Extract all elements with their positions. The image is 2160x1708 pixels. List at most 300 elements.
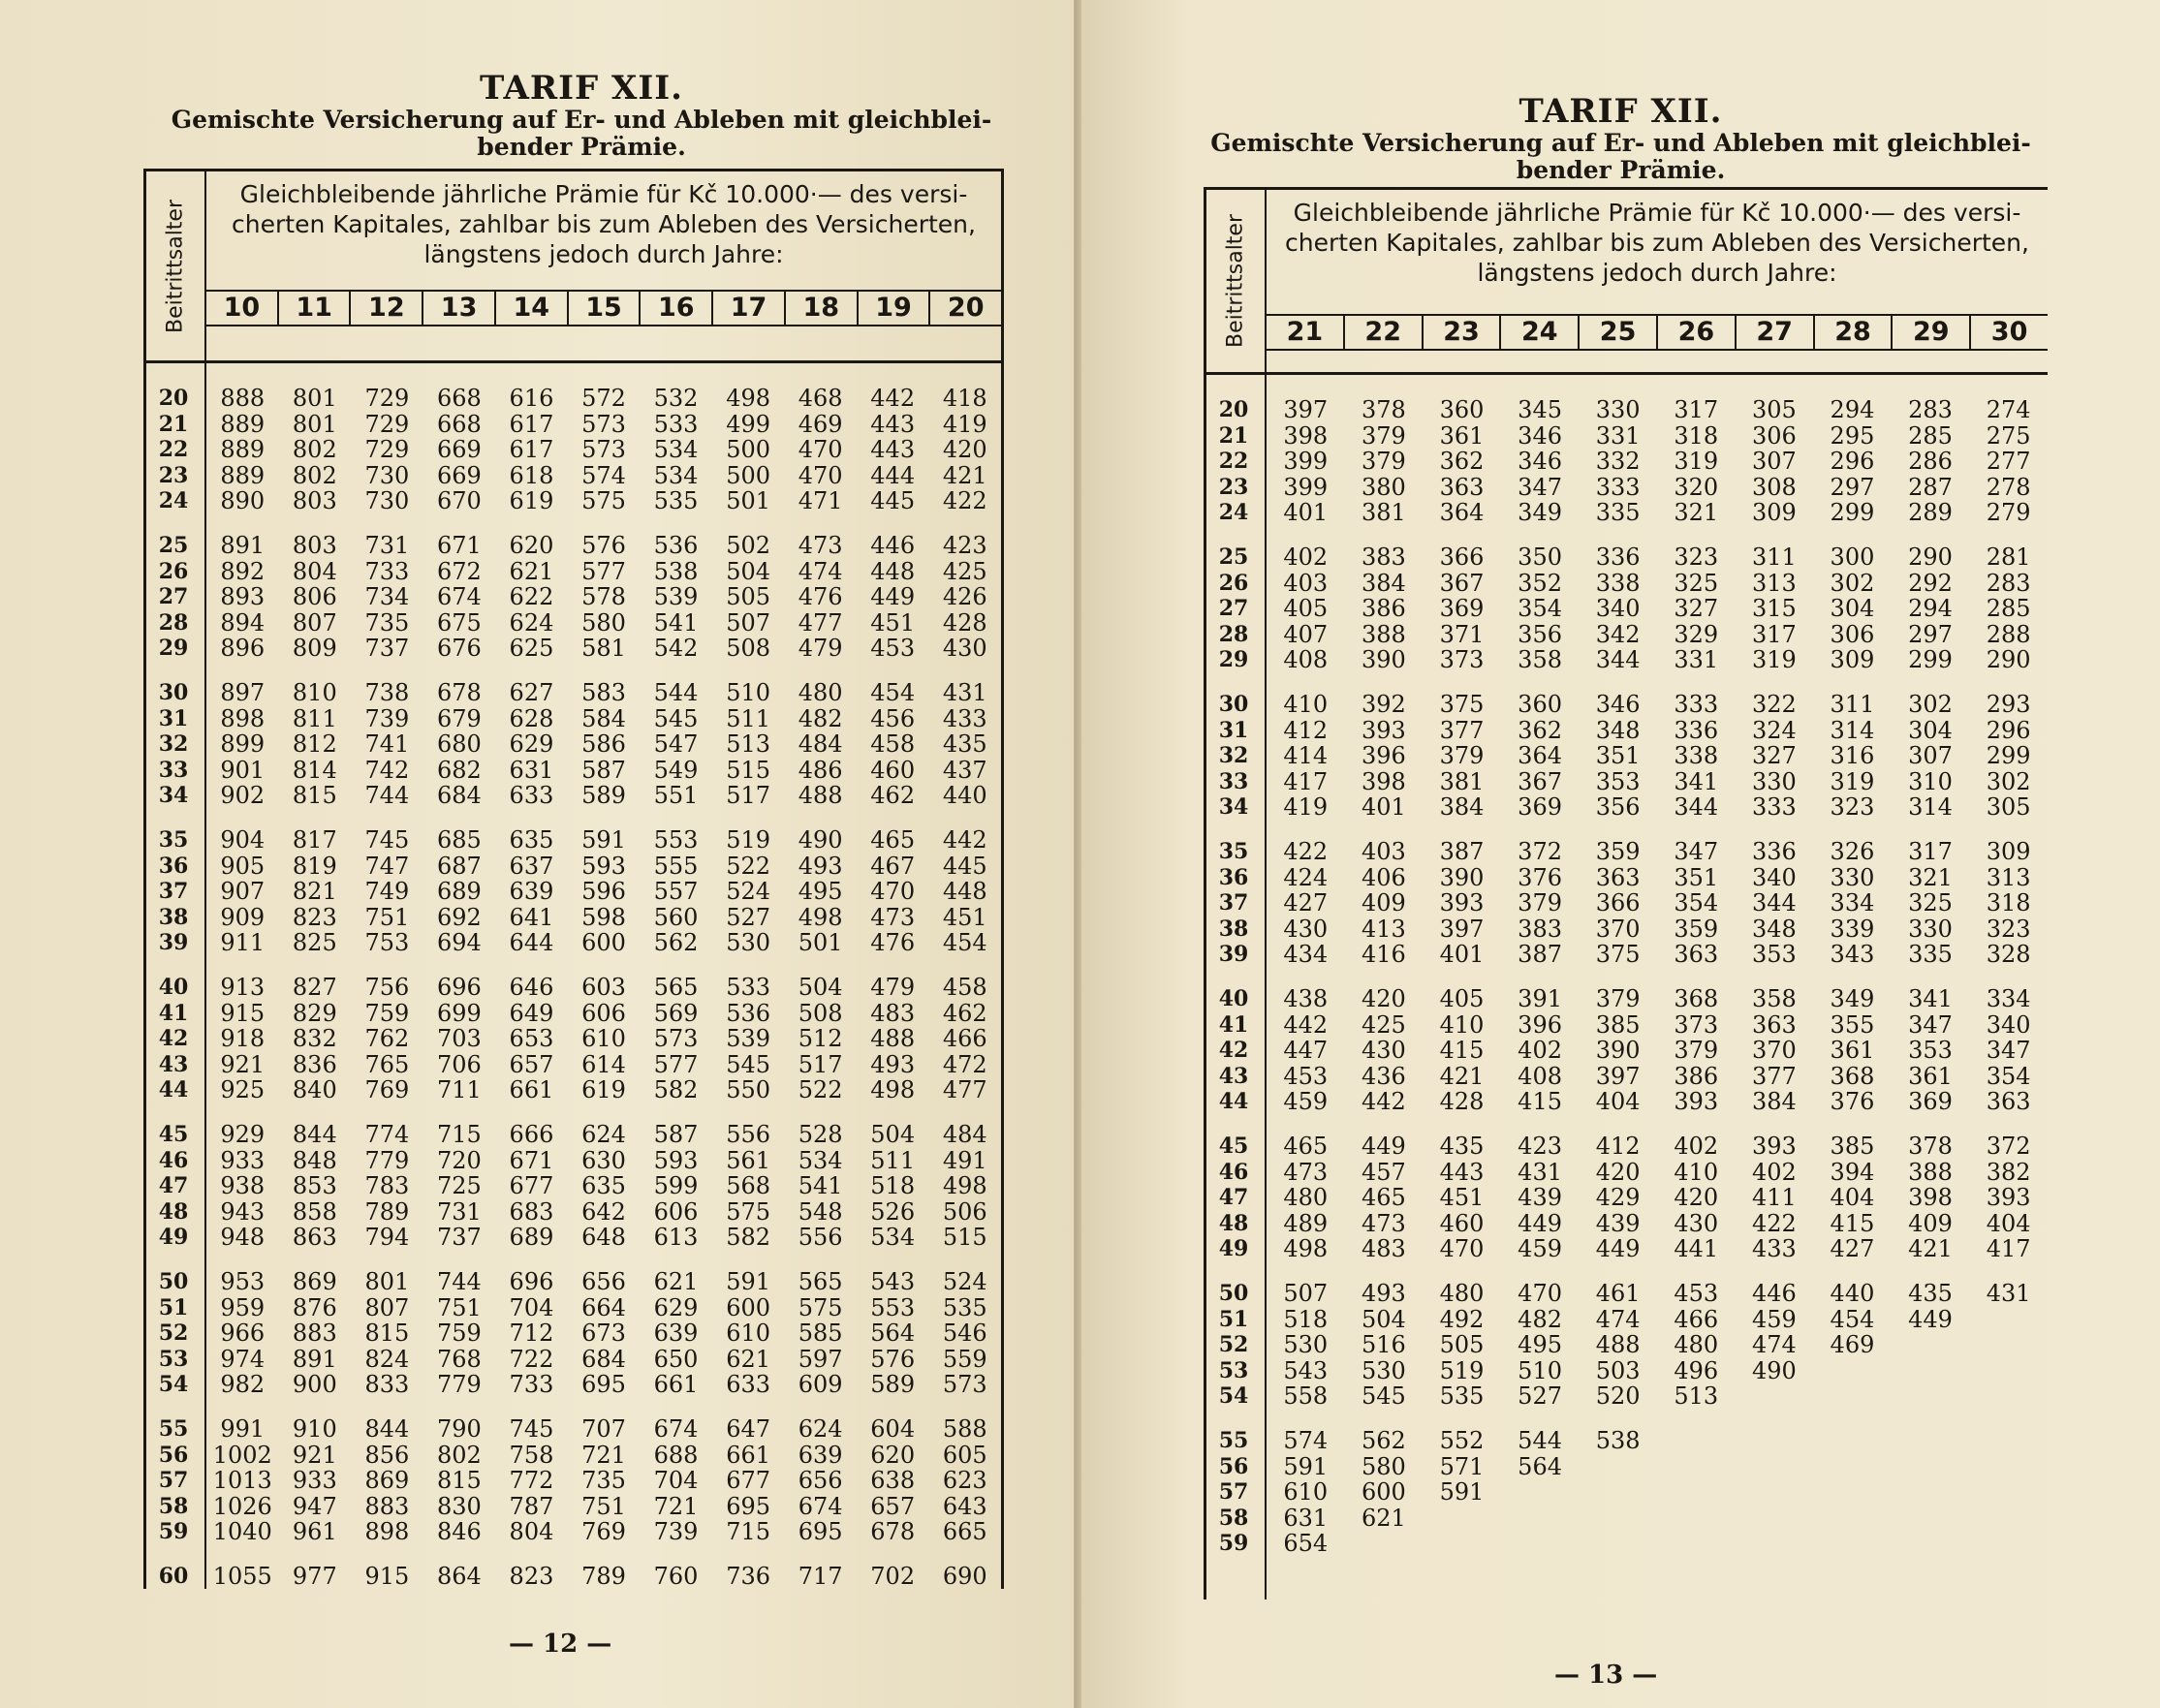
left-premium-cell: 694 xyxy=(437,929,482,957)
right-premium-cell: 421 xyxy=(1908,1235,1953,1263)
left-premium-cell: 466 xyxy=(942,1025,987,1053)
left-premium-cell: 680 xyxy=(437,730,482,759)
left-premium-cell: 762 xyxy=(364,1025,410,1053)
right-row-age: 29 xyxy=(1218,647,1249,673)
right-premium-cell: 384 xyxy=(1361,569,1406,597)
left-premium-cell: 629 xyxy=(509,730,554,759)
left-premium-cell: 565 xyxy=(798,1268,843,1295)
right-premium-cell: 474 xyxy=(1751,1331,1797,1359)
right-premium-cell: 302 xyxy=(1830,569,1875,597)
right-premium-cell: 362 xyxy=(1518,716,1562,744)
right-year-header-21: 21 xyxy=(1286,317,1324,347)
right-premium-cell: 285 xyxy=(1986,595,2031,623)
left-premium-cell: 671 xyxy=(509,1146,554,1174)
right-premium-cell xyxy=(1813,1453,1892,1480)
left-premium-cell: 435 xyxy=(942,730,987,759)
right-premium-cell: 297 xyxy=(1830,473,1875,501)
left-year-header-17: 17 xyxy=(711,292,784,325)
left-premium-cell: 751 xyxy=(581,1492,626,1520)
left-table-row xyxy=(146,1224,1001,1251)
right-row-age: 45 xyxy=(1218,1133,1249,1159)
left-premium-cell: 819 xyxy=(292,852,337,880)
left-premium-cell: 668 xyxy=(437,410,482,438)
left-premium-cell: 534 xyxy=(798,1146,843,1174)
left-premium-cell: 760 xyxy=(653,1563,699,1590)
left-premium-cell: 440 xyxy=(942,782,987,810)
left-premium-cell: 582 xyxy=(653,1076,699,1104)
left-premium-cell: 425 xyxy=(942,557,987,585)
left-row-age: 23 xyxy=(158,462,189,488)
right-premium-cell xyxy=(1657,1453,1736,1480)
left-premium-cell: 500 xyxy=(726,436,770,464)
left-premium-cell: 644 xyxy=(509,929,554,957)
left-premium-cell: 629 xyxy=(653,1293,699,1321)
left-premium-cell: 823 xyxy=(509,1563,554,1590)
right-premium-cell: 321 xyxy=(1908,863,1953,891)
right-premium-cell: 419 xyxy=(1283,793,1329,822)
left-premium-cell: 734 xyxy=(364,583,410,611)
left-premium-cell: 536 xyxy=(726,999,770,1027)
right-row-age: 48 xyxy=(1218,1210,1249,1236)
left-table-row xyxy=(146,462,1001,489)
left-table-row xyxy=(146,1518,1001,1545)
left-premium-cell: 888 xyxy=(220,385,266,412)
left-premium-cell: 739 xyxy=(364,704,410,732)
left-premium-cell: 1055 xyxy=(212,1563,272,1590)
left-premium-cell: 504 xyxy=(726,557,770,585)
right-premium-cell: 364 xyxy=(1439,499,1485,527)
right-premium-cell: 384 xyxy=(1751,1088,1797,1116)
right-premium-cell xyxy=(1736,1453,1814,1480)
right-row-age: 24 xyxy=(1218,500,1249,526)
left-row-age: 57 xyxy=(158,1468,189,1494)
left-row-age: 32 xyxy=(158,731,189,758)
left-premium-cell: 575 xyxy=(726,1197,770,1226)
right-premium-cell: 323 xyxy=(1830,793,1875,822)
left-premium-cell: 666 xyxy=(509,1121,554,1148)
left-premium-cell: 898 xyxy=(364,1518,410,1546)
right-premium-cell: 372 xyxy=(1518,838,1562,865)
left-row-age: 29 xyxy=(158,636,189,662)
left-row-age: 22 xyxy=(158,437,189,463)
right-premium-cell: 449 xyxy=(1361,1133,1406,1160)
left-table-row xyxy=(146,1467,1001,1494)
left-premium-cell: 586 xyxy=(581,730,626,759)
right-premium-cell: 449 xyxy=(1908,1305,1953,1333)
right-desc-line3: längstens jedoch durch Jahre: xyxy=(1477,259,1837,287)
right-row-age: 38 xyxy=(1218,916,1249,942)
right-premium-cell: 285 xyxy=(1908,421,1953,450)
left-row-age: 49 xyxy=(158,1225,189,1251)
left-premium-cell: 751 xyxy=(364,903,410,931)
right-premium-cell: 393 xyxy=(1439,889,1485,917)
left-premium-cell: 495 xyxy=(798,878,843,906)
right-premium-cell: 441 xyxy=(1674,1235,1719,1263)
right-premium-cell: 527 xyxy=(1518,1382,1562,1411)
left-premium-cell: 420 xyxy=(942,436,987,464)
right-row-age: 34 xyxy=(1218,794,1249,821)
left-premium-cell: 661 xyxy=(653,1371,699,1399)
right-premium-cell: 367 xyxy=(1518,767,1562,795)
right-premium-cell: 483 xyxy=(1361,1235,1406,1263)
right-table-row xyxy=(1206,543,2048,571)
left-row-age: 26 xyxy=(158,558,189,584)
right-row-age: 21 xyxy=(1218,422,1249,449)
left-premium-cell: 484 xyxy=(942,1121,987,1148)
right-table-row xyxy=(1206,1235,2048,1262)
right-premium-cell: 356 xyxy=(1595,793,1641,822)
left-premium-cell: 513 xyxy=(726,730,770,759)
right-premium-cell: 315 xyxy=(1751,595,1797,623)
right-row-age: 50 xyxy=(1218,1281,1249,1306)
right-table-row xyxy=(1206,793,2048,821)
right-table-row xyxy=(1206,1088,2048,1115)
right-premium-cell: 403 xyxy=(1361,838,1406,865)
right-premium-cell: 316 xyxy=(1830,742,1875,770)
left-premium-cell: 544 xyxy=(653,679,699,706)
right-premium-cell: 340 xyxy=(1986,1010,2031,1039)
right-premium-cell: 503 xyxy=(1595,1356,1641,1384)
right-premium-cell: 296 xyxy=(1986,716,2031,744)
right-premium-cell: 451 xyxy=(1439,1184,1485,1212)
right-table-row xyxy=(1206,889,2048,916)
left-premium-cell: 991 xyxy=(220,1415,266,1443)
right-premium-cell: 317 xyxy=(1751,620,1797,648)
right-desc-line1: Gleichbleibende jährliche Prämie für Kč 10.000·— des versi- xyxy=(1293,199,2021,227)
right-premium-cell: 368 xyxy=(1830,1062,1875,1090)
right-premium-cell xyxy=(1813,1505,1892,1532)
left-premium-cell: 562 xyxy=(653,929,699,957)
left-premium-cell: 904 xyxy=(220,826,266,854)
right-table-row xyxy=(1206,448,2048,475)
left-premium-cell: 448 xyxy=(870,557,916,585)
left-premium-cell: 462 xyxy=(870,782,916,810)
left-premium-cell: 683 xyxy=(509,1197,554,1226)
right-premium-cell xyxy=(1813,1357,1892,1384)
right-premium-cell: 309 xyxy=(1830,646,1875,674)
left-row-age: 33 xyxy=(158,757,189,783)
left-row-age: 25 xyxy=(158,533,189,558)
right-table-row xyxy=(1206,691,2048,718)
right-premium-cell: 367 xyxy=(1439,569,1485,597)
left-premium-cell: 619 xyxy=(581,1076,626,1104)
left-premium-cell: 765 xyxy=(364,1050,410,1078)
left-premium-cell: 572 xyxy=(581,385,626,412)
left-tarif-title: TARIF XII. xyxy=(480,69,683,108)
left-subtitle-line1: Gemischte Versicherung auf Er- und Ableben mit gleichblei- xyxy=(171,106,992,134)
right-premium-cell xyxy=(1736,1382,1814,1410)
left-premium-cell: 678 xyxy=(870,1518,916,1546)
left-premium-cell: 534 xyxy=(870,1224,916,1252)
right-premium-cell xyxy=(1892,1530,1970,1557)
right-premium-cell: 344 xyxy=(1751,889,1797,917)
left-premium-cell: 961 xyxy=(292,1518,337,1546)
right-table-row xyxy=(1206,595,2048,622)
right-premium-cell: 333 xyxy=(1674,691,1719,718)
right-premium-cell: 449 xyxy=(1595,1235,1641,1263)
left-premium-cell: 982 xyxy=(220,1371,266,1399)
right-premium-cell: 359 xyxy=(1595,838,1641,865)
left-premium-cell: 498 xyxy=(798,903,843,931)
right-premium-cell: 429 xyxy=(1595,1184,1641,1212)
right-premium-cell: 465 xyxy=(1361,1184,1406,1212)
right-premium-cell xyxy=(1813,1530,1892,1557)
left-premium-cell: 576 xyxy=(581,532,626,559)
right-premium-cell: 362 xyxy=(1439,448,1485,476)
right-premium-cell: 323 xyxy=(1674,543,1719,571)
left-premium-cell: 624 xyxy=(798,1415,843,1443)
left-premium-cell: 610 xyxy=(581,1025,626,1053)
right-row-age: 26 xyxy=(1218,570,1249,596)
right-premium-cell: 415 xyxy=(1830,1209,1875,1237)
right-premium-cell: 327 xyxy=(1751,742,1797,770)
right-premium-cell: 510 xyxy=(1518,1356,1562,1384)
left-premium-cell: 704 xyxy=(509,1293,554,1321)
left-premium-cell: 600 xyxy=(581,929,626,957)
left-premium-cell: 894 xyxy=(220,608,266,637)
right-premium-cell: 338 xyxy=(1674,742,1719,770)
left-premium-cell: 484 xyxy=(798,730,843,759)
left-premium-cell: 512 xyxy=(798,1025,843,1053)
right-table-row xyxy=(1206,1331,2048,1358)
right-premium-cell: 430 xyxy=(1283,915,1329,943)
right-premium-cell: 343 xyxy=(1830,941,1875,969)
right-premium-cell: 405 xyxy=(1283,595,1329,623)
left-premium-cell: 689 xyxy=(437,878,482,906)
left-premium-cell: 472 xyxy=(942,1050,987,1078)
right-row-age: 27 xyxy=(1218,596,1249,622)
right-premium-cell: 330 xyxy=(1751,767,1797,795)
right-premium-cell: 424 xyxy=(1283,863,1329,891)
left-premium-cell: 517 xyxy=(798,1050,843,1078)
right-premium-cell: 353 xyxy=(1751,941,1797,969)
left-premium-cell: 536 xyxy=(653,532,699,559)
right-premium-cell: 386 xyxy=(1674,1062,1719,1090)
right-premium-cell xyxy=(1657,1427,1736,1454)
right-premium-cell: 457 xyxy=(1361,1158,1406,1186)
left-premium-cell: 648 xyxy=(581,1224,626,1252)
left-premium-cell: 505 xyxy=(726,583,770,611)
left-row-age: 48 xyxy=(158,1198,189,1225)
left-premium-cell: 621 xyxy=(509,557,554,585)
left-premium-cell: 717 xyxy=(798,1563,843,1590)
left-premium-cell: 829 xyxy=(292,999,337,1027)
right-row-age: 22 xyxy=(1218,449,1249,475)
right-table-row xyxy=(1206,768,2048,795)
right-premium-cell: 492 xyxy=(1439,1305,1485,1333)
right-premium-cell: 278 xyxy=(1986,473,2031,501)
right-premium-cell: 322 xyxy=(1751,691,1797,718)
left-premium-cell: 772 xyxy=(509,1467,554,1495)
right-age-column-header xyxy=(1206,190,1267,372)
left-premium-cell: 670 xyxy=(437,487,482,515)
left-premium-cell: 548 xyxy=(798,1197,843,1226)
left-premium-cell: 431 xyxy=(942,679,987,706)
left-premium-cell: 486 xyxy=(798,756,843,784)
left-premium-cell: 665 xyxy=(942,1518,987,1546)
left-table-row xyxy=(146,1371,1001,1398)
right-premium-cell xyxy=(1345,1530,1424,1557)
right-row-age: 20 xyxy=(1218,397,1249,422)
right-row-age: 31 xyxy=(1218,717,1249,743)
right-premium-cell: 388 xyxy=(1361,620,1406,648)
left-premium-cell: 735 xyxy=(581,1467,626,1495)
right-table-row xyxy=(1206,646,2048,673)
right-premium-cell: 366 xyxy=(1439,543,1485,571)
left-premium-cell: 703 xyxy=(437,1025,482,1053)
left-premium-cell: 605 xyxy=(942,1441,987,1469)
left-table-row xyxy=(146,411,1001,438)
right-premium-cell: 507 xyxy=(1283,1280,1329,1307)
right-premium-cell: 313 xyxy=(1751,569,1797,597)
right-premium-cell: 402 xyxy=(1751,1158,1797,1186)
right-premium-cell: 299 xyxy=(1908,646,1953,674)
right-table-row xyxy=(1206,742,2048,769)
right-premium-cell: 386 xyxy=(1361,595,1406,623)
left-premium-cell: 737 xyxy=(437,1224,482,1252)
left-premium-cell: 789 xyxy=(581,1563,626,1590)
left-premium-cell: 442 xyxy=(870,385,916,412)
left-premium-cell: 695 xyxy=(798,1518,843,1546)
right-premium-cell: 329 xyxy=(1674,620,1719,648)
right-table-row xyxy=(1206,499,2048,526)
right-table-row xyxy=(1206,621,2048,648)
left-premium-cell: 637 xyxy=(509,852,554,880)
left-premium-cell: 907 xyxy=(220,878,266,906)
right-premium-cell: 317 xyxy=(1674,396,1719,423)
left-premium-cell: 577 xyxy=(653,1050,699,1078)
left-premium-cell: 715 xyxy=(437,1121,482,1148)
left-premium-cell: 528 xyxy=(798,1121,843,1148)
right-premium-cell: 427 xyxy=(1830,1235,1875,1263)
left-premium-cell: 678 xyxy=(437,679,482,706)
right-premium-cell xyxy=(1969,1427,2048,1454)
right-row-age: 43 xyxy=(1218,1063,1249,1089)
right-premium-cell xyxy=(1736,1478,1814,1506)
left-row-age: 53 xyxy=(158,1346,189,1372)
right-years-header xyxy=(1267,314,2048,351)
left-premium-cell: 564 xyxy=(870,1320,916,1348)
left-premium-cell: 889 xyxy=(220,461,266,489)
right-premium-cell: 310 xyxy=(1908,767,1953,795)
left-premium-cell: 1002 xyxy=(212,1441,272,1469)
left-table-row xyxy=(146,609,1001,637)
left-premium-cell: 539 xyxy=(726,1025,770,1053)
left-premium-cell: 729 xyxy=(364,385,410,412)
right-premium-cell: 313 xyxy=(1986,863,2031,891)
right-premium-cell xyxy=(1813,1478,1892,1506)
right-table-row xyxy=(1206,838,2048,865)
left-premium-cell: 619 xyxy=(509,487,554,515)
left-premium-cell: 515 xyxy=(942,1224,987,1252)
left-premium-cell: 672 xyxy=(437,557,482,585)
left-premium-cell: 553 xyxy=(653,826,699,854)
left-premium-cell: 738 xyxy=(364,679,410,706)
left-premium-cell: 687 xyxy=(437,852,482,880)
right-year-header-27: 27 xyxy=(1735,316,1813,349)
left-premium-cell: 524 xyxy=(726,878,770,906)
right-row-age: 39 xyxy=(1218,942,1249,968)
left-premium-cell: 915 xyxy=(364,1563,410,1590)
right-premium-cell: 404 xyxy=(1830,1184,1875,1212)
left-premium-cell: 711 xyxy=(437,1076,482,1104)
left-premium-cell: 647 xyxy=(726,1415,770,1443)
left-premium-cell: 815 xyxy=(364,1320,410,1348)
right-premium-cell: 430 xyxy=(1674,1209,1719,1237)
right-premium-cell: 379 xyxy=(1595,985,1641,1012)
right-premium-cell: 379 xyxy=(1439,742,1485,770)
right-premium-cell: 309 xyxy=(1986,838,2031,865)
left-row-age: 35 xyxy=(158,827,189,853)
right-premium-cell: 434 xyxy=(1283,941,1329,969)
left-premium-cell: 863 xyxy=(292,1224,337,1252)
right-premium-cell: 300 xyxy=(1830,543,1875,571)
right-premium-cell: 335 xyxy=(1908,941,1953,969)
right-premium-cell: 530 xyxy=(1283,1331,1329,1359)
left-row-age: 59 xyxy=(158,1519,189,1545)
right-premium-cell: 498 xyxy=(1283,1235,1329,1263)
left-premium-cell: 561 xyxy=(726,1146,770,1174)
left-premium-cell: 869 xyxy=(364,1467,410,1495)
right-year-header-25: 25 xyxy=(1578,316,1656,349)
right-premium-cell: 328 xyxy=(1986,941,2031,969)
right-premium-cell: 423 xyxy=(1518,1133,1562,1160)
right-premium-cell: 396 xyxy=(1518,1010,1562,1039)
right-premium-cell: 473 xyxy=(1283,1158,1329,1186)
right-title-block xyxy=(1081,93,2160,184)
right-year-header-23: 23 xyxy=(1422,316,1500,349)
left-premium-cell: 539 xyxy=(653,583,699,611)
left-premium-cell: 437 xyxy=(942,756,987,784)
left-premium-cell: 751 xyxy=(437,1293,482,1321)
left-age-header-label: Beitrittsalter xyxy=(163,199,188,333)
right-premium-cell xyxy=(1892,1478,1970,1506)
right-premium-cell: 306 xyxy=(1830,620,1875,648)
left-premium-cell: 900 xyxy=(292,1371,337,1399)
right-row-age: 59 xyxy=(1218,1531,1249,1557)
right-premium-cell: 422 xyxy=(1283,838,1329,865)
left-premium-cell: 623 xyxy=(942,1467,987,1495)
left-premium-cell: 933 xyxy=(220,1146,266,1174)
left-premium-cell: 696 xyxy=(509,1268,554,1295)
left-premium-cell: 653 xyxy=(509,1025,554,1053)
left-premium-cell: 622 xyxy=(509,583,554,611)
left-row-age: 28 xyxy=(158,609,189,636)
right-premium-cell: 420 xyxy=(1361,985,1406,1012)
left-premium-cell: 541 xyxy=(653,608,699,637)
left-age-column-header xyxy=(146,171,206,360)
left-premium-cell: 508 xyxy=(726,635,770,663)
left-premium-cell: 759 xyxy=(364,999,410,1027)
right-premium-cell: 396 xyxy=(1361,742,1406,770)
left-table-row xyxy=(146,558,1001,585)
left-premium-cell: 741 xyxy=(364,730,410,759)
left-premium-cell: 534 xyxy=(653,461,699,489)
right-premium-cell: 399 xyxy=(1283,448,1329,476)
left-row-age: 20 xyxy=(158,386,189,411)
right-premium-cell: 299 xyxy=(1830,499,1875,527)
left-premium-cell: 893 xyxy=(220,583,266,611)
left-premium-cell: 542 xyxy=(653,635,699,663)
left-premium-cell: 977 xyxy=(292,1563,337,1590)
left-premium-cell: 574 xyxy=(581,461,626,489)
left-table-row xyxy=(146,1493,1001,1520)
left-premium-cell: 806 xyxy=(292,583,337,611)
left-premium-cell: 488 xyxy=(798,782,843,810)
right-premium-cell: 370 xyxy=(1751,1037,1797,1065)
left-row-age: 39 xyxy=(158,930,189,956)
left-premium-cell: 573 xyxy=(581,436,626,464)
